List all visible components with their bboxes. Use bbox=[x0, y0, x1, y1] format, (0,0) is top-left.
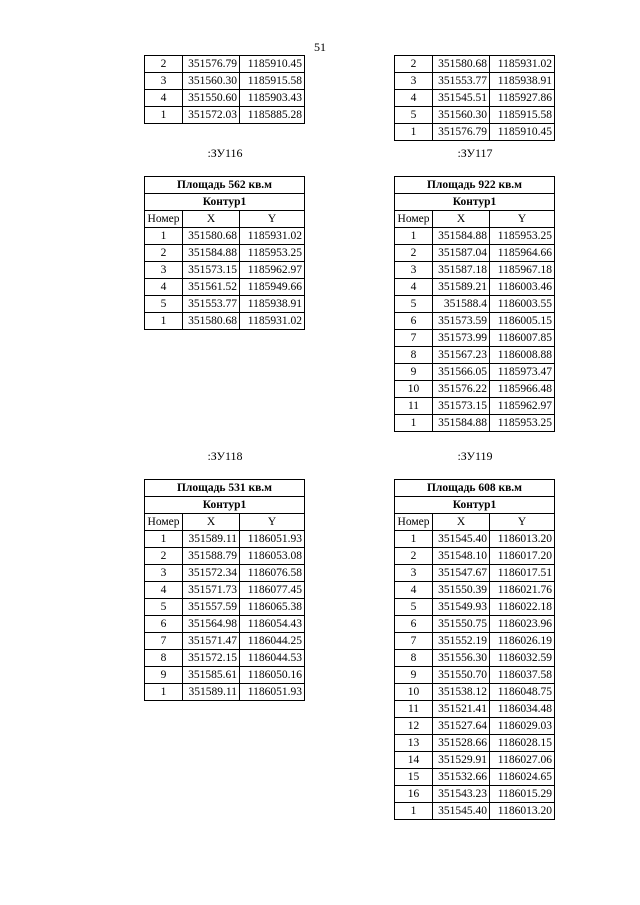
y-coordinate: 1185967.18 bbox=[490, 262, 555, 279]
table-row bbox=[145, 279, 305, 296]
point-number: 13 bbox=[395, 735, 433, 752]
contour-heading: Контур1 bbox=[395, 194, 555, 211]
point-number: 12 bbox=[395, 718, 433, 735]
y-coordinate: 1185949.66 bbox=[240, 279, 305, 296]
table-row bbox=[395, 245, 555, 262]
point-number: 1 bbox=[145, 107, 183, 124]
table-row bbox=[145, 650, 305, 667]
table-row bbox=[395, 398, 555, 415]
table-row bbox=[395, 786, 555, 803]
x-coordinate: 351545.51 bbox=[433, 90, 490, 107]
point-number: 5 bbox=[145, 599, 183, 616]
y-coordinate: 1185915.58 bbox=[490, 107, 555, 124]
point-number: 4 bbox=[145, 279, 183, 296]
x-coordinate: 351527.64 bbox=[433, 718, 490, 735]
point-number: 1 bbox=[395, 228, 433, 245]
column-header-number: Номер bbox=[395, 514, 433, 531]
point-number: 4 bbox=[395, 90, 433, 107]
y-coordinate: 1186007.85 bbox=[490, 330, 555, 347]
table-row bbox=[395, 718, 555, 735]
y-coordinate: 1185938.91 bbox=[490, 73, 555, 90]
table-row bbox=[395, 633, 555, 650]
x-coordinate: 351545.40 bbox=[433, 803, 490, 820]
coord-table-zu116 bbox=[144, 176, 305, 330]
y-coordinate: 1186003.55 bbox=[490, 296, 555, 313]
x-coordinate: 351589.11 bbox=[183, 531, 240, 548]
table-row bbox=[145, 56, 305, 73]
y-coordinate: 1186013.20 bbox=[490, 531, 555, 548]
point-number: 15 bbox=[395, 769, 433, 786]
y-coordinate: 1185910.45 bbox=[240, 56, 305, 73]
point-number: 4 bbox=[395, 582, 433, 599]
y-coordinate: 1186032.59 bbox=[490, 650, 555, 667]
column-header-x: X bbox=[183, 211, 240, 228]
point-number: 3 bbox=[145, 565, 183, 582]
x-coordinate: 351573.59 bbox=[433, 313, 490, 330]
point-number: 6 bbox=[395, 616, 433, 633]
y-coordinate: 1185973.47 bbox=[490, 364, 555, 381]
parcel-label-zu119: :ЗУ119 bbox=[457, 449, 493, 463]
table-row bbox=[395, 124, 555, 141]
y-coordinate: 1185962.97 bbox=[240, 262, 305, 279]
x-coordinate: 351566.05 bbox=[433, 364, 490, 381]
point-number: 11 bbox=[395, 701, 433, 718]
column-header-row bbox=[395, 514, 555, 531]
point-number: 8 bbox=[395, 347, 433, 364]
contour-row bbox=[145, 194, 305, 211]
y-coordinate: 1185962.97 bbox=[490, 398, 555, 415]
x-coordinate: 351572.15 bbox=[183, 650, 240, 667]
x-coordinate: 351588.4 bbox=[433, 296, 490, 313]
contour-row bbox=[395, 497, 555, 514]
y-coordinate: 1185915.58 bbox=[240, 73, 305, 90]
x-coordinate: 351573.15 bbox=[433, 398, 490, 415]
x-coordinate: 351561.52 bbox=[183, 279, 240, 296]
y-coordinate: 1186044.25 bbox=[240, 633, 305, 650]
point-number: 2 bbox=[395, 548, 433, 565]
x-coordinate: 351589.21 bbox=[433, 279, 490, 296]
y-coordinate: 1186029.03 bbox=[490, 718, 555, 735]
x-coordinate: 351587.04 bbox=[433, 245, 490, 262]
table-row bbox=[145, 245, 305, 262]
area-heading: Площадь 608 кв.м bbox=[395, 480, 555, 497]
column-header-x: X bbox=[433, 514, 490, 531]
point-number: 1 bbox=[395, 803, 433, 820]
y-coordinate: 1185927.86 bbox=[490, 90, 555, 107]
point-number: 10 bbox=[395, 381, 433, 398]
table-row bbox=[395, 735, 555, 752]
y-coordinate: 1186076.58 bbox=[240, 565, 305, 582]
table-row bbox=[145, 90, 305, 107]
table-row bbox=[395, 330, 555, 347]
point-number: 5 bbox=[145, 296, 183, 313]
column-header-row bbox=[395, 211, 555, 228]
x-coordinate: 351572.03 bbox=[183, 107, 240, 124]
point-number: 5 bbox=[395, 599, 433, 616]
x-coordinate: 351545.40 bbox=[433, 531, 490, 548]
x-coordinate: 351550.39 bbox=[433, 582, 490, 599]
table-row bbox=[395, 565, 555, 582]
point-number: 8 bbox=[395, 650, 433, 667]
y-coordinate: 1185931.02 bbox=[240, 313, 305, 330]
x-coordinate: 351547.67 bbox=[433, 565, 490, 582]
y-coordinate: 1185953.25 bbox=[490, 415, 555, 432]
y-coordinate: 1185931.02 bbox=[490, 56, 555, 73]
y-coordinate: 1185931.02 bbox=[240, 228, 305, 245]
x-coordinate: 351564.98 bbox=[183, 616, 240, 633]
column-header-y: Y bbox=[490, 514, 555, 531]
coord-table-zu119 bbox=[394, 479, 555, 820]
y-coordinate: 1186053.08 bbox=[240, 548, 305, 565]
x-coordinate: 351529.91 bbox=[433, 752, 490, 769]
coord-table-continuation-left bbox=[144, 55, 305, 124]
y-coordinate: 1186044.53 bbox=[240, 650, 305, 667]
contour-row bbox=[395, 194, 555, 211]
table-row bbox=[395, 582, 555, 599]
table-row bbox=[395, 684, 555, 701]
point-number: 3 bbox=[145, 262, 183, 279]
table-row bbox=[395, 279, 555, 296]
point-number: 4 bbox=[145, 90, 183, 107]
area-row bbox=[395, 480, 555, 497]
x-coordinate: 351584.88 bbox=[183, 245, 240, 262]
y-coordinate: 1185953.25 bbox=[240, 245, 305, 262]
point-number: 2 bbox=[145, 548, 183, 565]
x-coordinate: 351580.68 bbox=[433, 56, 490, 73]
x-coordinate: 351580.68 bbox=[183, 313, 240, 330]
x-coordinate: 351560.30 bbox=[183, 73, 240, 90]
point-number: 10 bbox=[395, 684, 433, 701]
table-row bbox=[395, 296, 555, 313]
area-row bbox=[145, 177, 305, 194]
table-row bbox=[145, 73, 305, 90]
x-coordinate: 351580.68 bbox=[183, 228, 240, 245]
y-coordinate: 1186023.96 bbox=[490, 616, 555, 633]
x-coordinate: 351549.93 bbox=[433, 599, 490, 616]
y-coordinate: 1185964.66 bbox=[490, 245, 555, 262]
x-coordinate: 351573.99 bbox=[433, 330, 490, 347]
x-coordinate: 351556.30 bbox=[433, 650, 490, 667]
y-coordinate: 1186051.93 bbox=[240, 684, 305, 701]
point-number: 14 bbox=[395, 752, 433, 769]
y-coordinate: 1185953.25 bbox=[490, 228, 555, 245]
area-heading: Площадь 531 кв.м bbox=[145, 480, 305, 497]
x-coordinate: 351585.61 bbox=[183, 667, 240, 684]
table-row bbox=[395, 803, 555, 820]
parcel-label-zu116: :ЗУ116 bbox=[207, 146, 243, 160]
table-row bbox=[395, 56, 555, 73]
coord-table-continuation-right bbox=[394, 55, 555, 141]
y-coordinate: 1186048.75 bbox=[490, 684, 555, 701]
x-coordinate: 351550.75 bbox=[433, 616, 490, 633]
contour-heading: Контур1 bbox=[145, 497, 305, 514]
y-coordinate: 1186034.48 bbox=[490, 701, 555, 718]
page-number: 51 bbox=[314, 40, 326, 54]
table-row bbox=[395, 73, 555, 90]
x-coordinate: 351553.77 bbox=[183, 296, 240, 313]
column-header-number: Номер bbox=[145, 514, 183, 531]
y-coordinate: 1186008.88 bbox=[490, 347, 555, 364]
x-coordinate: 351587.18 bbox=[433, 262, 490, 279]
point-number: 3 bbox=[395, 73, 433, 90]
table-row bbox=[395, 313, 555, 330]
column-header-x: X bbox=[433, 211, 490, 228]
x-coordinate: 351552.19 bbox=[433, 633, 490, 650]
y-coordinate: 1186015.29 bbox=[490, 786, 555, 803]
point-number: 11 bbox=[395, 398, 433, 415]
table-row bbox=[395, 415, 555, 432]
y-coordinate: 1185885.28 bbox=[240, 107, 305, 124]
y-coordinate: 1186022.18 bbox=[490, 599, 555, 616]
table-row bbox=[395, 364, 555, 381]
x-coordinate: 351588.79 bbox=[183, 548, 240, 565]
table-row bbox=[145, 616, 305, 633]
point-number: 2 bbox=[395, 56, 433, 73]
table-row bbox=[395, 347, 555, 364]
y-coordinate: 1186021.76 bbox=[490, 582, 555, 599]
column-header-x: X bbox=[183, 514, 240, 531]
x-coordinate: 351521.41 bbox=[433, 701, 490, 718]
table-row bbox=[145, 548, 305, 565]
coord-table-zu117 bbox=[394, 176, 555, 432]
x-coordinate: 351584.88 bbox=[433, 415, 490, 432]
table-row bbox=[145, 565, 305, 582]
y-coordinate: 1185938.91 bbox=[240, 296, 305, 313]
y-coordinate: 1185903.43 bbox=[240, 90, 305, 107]
table-row bbox=[395, 701, 555, 718]
x-coordinate: 351550.70 bbox=[433, 667, 490, 684]
y-coordinate: 1185966.48 bbox=[490, 381, 555, 398]
point-number: 1 bbox=[145, 228, 183, 245]
x-coordinate: 351567.23 bbox=[433, 347, 490, 364]
point-number: 7 bbox=[395, 633, 433, 650]
table-row bbox=[145, 296, 305, 313]
x-coordinate: 351543.23 bbox=[433, 786, 490, 803]
x-coordinate: 351584.88 bbox=[433, 228, 490, 245]
x-coordinate: 351557.59 bbox=[183, 599, 240, 616]
y-coordinate: 1186051.93 bbox=[240, 531, 305, 548]
table-row bbox=[395, 381, 555, 398]
table-row bbox=[145, 531, 305, 548]
y-coordinate: 1186013.20 bbox=[490, 803, 555, 820]
parcel-label-zu117: :ЗУ117 bbox=[457, 146, 493, 160]
table-row bbox=[395, 616, 555, 633]
y-coordinate: 1186005.15 bbox=[490, 313, 555, 330]
y-coordinate: 1186054.43 bbox=[240, 616, 305, 633]
x-coordinate: 351589.11 bbox=[183, 684, 240, 701]
point-number: 2 bbox=[395, 245, 433, 262]
point-number: 1 bbox=[395, 531, 433, 548]
point-number: 6 bbox=[145, 616, 183, 633]
table-row bbox=[145, 667, 305, 684]
column-header-y: Y bbox=[240, 514, 305, 531]
point-number: 9 bbox=[145, 667, 183, 684]
x-coordinate: 351571.47 bbox=[183, 633, 240, 650]
y-coordinate: 1186017.20 bbox=[490, 548, 555, 565]
table-row bbox=[395, 769, 555, 786]
contour-heading: Контур1 bbox=[145, 194, 305, 211]
point-number: 3 bbox=[395, 565, 433, 582]
column-header-number: Номер bbox=[145, 211, 183, 228]
point-number: 5 bbox=[395, 296, 433, 313]
point-number: 9 bbox=[395, 667, 433, 684]
x-coordinate: 351550.60 bbox=[183, 90, 240, 107]
table-row bbox=[145, 262, 305, 279]
area-heading: Площадь 562 кв.м bbox=[145, 177, 305, 194]
x-coordinate: 351553.77 bbox=[433, 73, 490, 90]
x-coordinate: 351576.79 bbox=[433, 124, 490, 141]
x-coordinate: 351573.15 bbox=[183, 262, 240, 279]
coord-table-zu118 bbox=[144, 479, 305, 701]
point-number: 3 bbox=[145, 73, 183, 90]
column-header-y: Y bbox=[240, 211, 305, 228]
point-number: 6 bbox=[395, 313, 433, 330]
area-row bbox=[395, 177, 555, 194]
table-row bbox=[145, 684, 305, 701]
contour-row bbox=[145, 497, 305, 514]
x-coordinate: 351538.12 bbox=[433, 684, 490, 701]
y-coordinate: 1186065.38 bbox=[240, 599, 305, 616]
x-coordinate: 351576.79 bbox=[183, 56, 240, 73]
table-row bbox=[395, 531, 555, 548]
point-number: 4 bbox=[395, 279, 433, 296]
point-number: 7 bbox=[145, 633, 183, 650]
x-coordinate: 351560.30 bbox=[433, 107, 490, 124]
y-coordinate: 1186037.58 bbox=[490, 667, 555, 684]
column-header-row bbox=[145, 514, 305, 531]
y-coordinate: 1186028.15 bbox=[490, 735, 555, 752]
table-row bbox=[145, 633, 305, 650]
point-number: 2 bbox=[145, 245, 183, 262]
point-number: 3 bbox=[395, 262, 433, 279]
y-coordinate: 1186024.65 bbox=[490, 769, 555, 786]
point-number: 1 bbox=[145, 313, 183, 330]
point-number: 9 bbox=[395, 364, 433, 381]
y-coordinate: 1185910.45 bbox=[490, 124, 555, 141]
table-row bbox=[395, 228, 555, 245]
point-number: 1 bbox=[395, 415, 433, 432]
area-row bbox=[145, 480, 305, 497]
y-coordinate: 1186026.19 bbox=[490, 633, 555, 650]
x-coordinate: 351532.66 bbox=[433, 769, 490, 786]
column-header-row bbox=[145, 211, 305, 228]
table-row bbox=[145, 228, 305, 245]
table-row bbox=[395, 262, 555, 279]
y-coordinate: 1186027.06 bbox=[490, 752, 555, 769]
point-number: 1 bbox=[395, 124, 433, 141]
y-coordinate: 1186050.16 bbox=[240, 667, 305, 684]
table-row bbox=[145, 107, 305, 124]
area-heading: Площадь 922 кв.м bbox=[395, 177, 555, 194]
point-number: 16 bbox=[395, 786, 433, 803]
table-row bbox=[145, 599, 305, 616]
x-coordinate: 351548.10 bbox=[433, 548, 490, 565]
table-row bbox=[145, 582, 305, 599]
column-header-number: Номер bbox=[395, 211, 433, 228]
table-row bbox=[395, 752, 555, 769]
table-row bbox=[395, 667, 555, 684]
table-row bbox=[395, 650, 555, 667]
table-row bbox=[395, 599, 555, 616]
point-number: 5 bbox=[395, 107, 433, 124]
y-coordinate: 1186003.46 bbox=[490, 279, 555, 296]
table-row bbox=[395, 107, 555, 124]
x-coordinate: 351572.34 bbox=[183, 565, 240, 582]
x-coordinate: 351528.66 bbox=[433, 735, 490, 752]
table-row bbox=[395, 90, 555, 107]
point-number: 8 bbox=[145, 650, 183, 667]
point-number: 4 bbox=[145, 582, 183, 599]
column-header-y: Y bbox=[490, 211, 555, 228]
parcel-label-zu118: :ЗУ118 bbox=[207, 449, 243, 463]
point-number: 1 bbox=[145, 684, 183, 701]
point-number: 7 bbox=[395, 330, 433, 347]
table-row bbox=[145, 313, 305, 330]
x-coordinate: 351571.73 bbox=[183, 582, 240, 599]
x-coordinate: 351576.22 bbox=[433, 381, 490, 398]
contour-heading: Контур1 bbox=[395, 497, 555, 514]
y-coordinate: 1186017.51 bbox=[490, 565, 555, 582]
point-number: 1 bbox=[145, 531, 183, 548]
y-coordinate: 1186077.45 bbox=[240, 582, 305, 599]
point-number: 2 bbox=[145, 56, 183, 73]
table-row bbox=[395, 548, 555, 565]
